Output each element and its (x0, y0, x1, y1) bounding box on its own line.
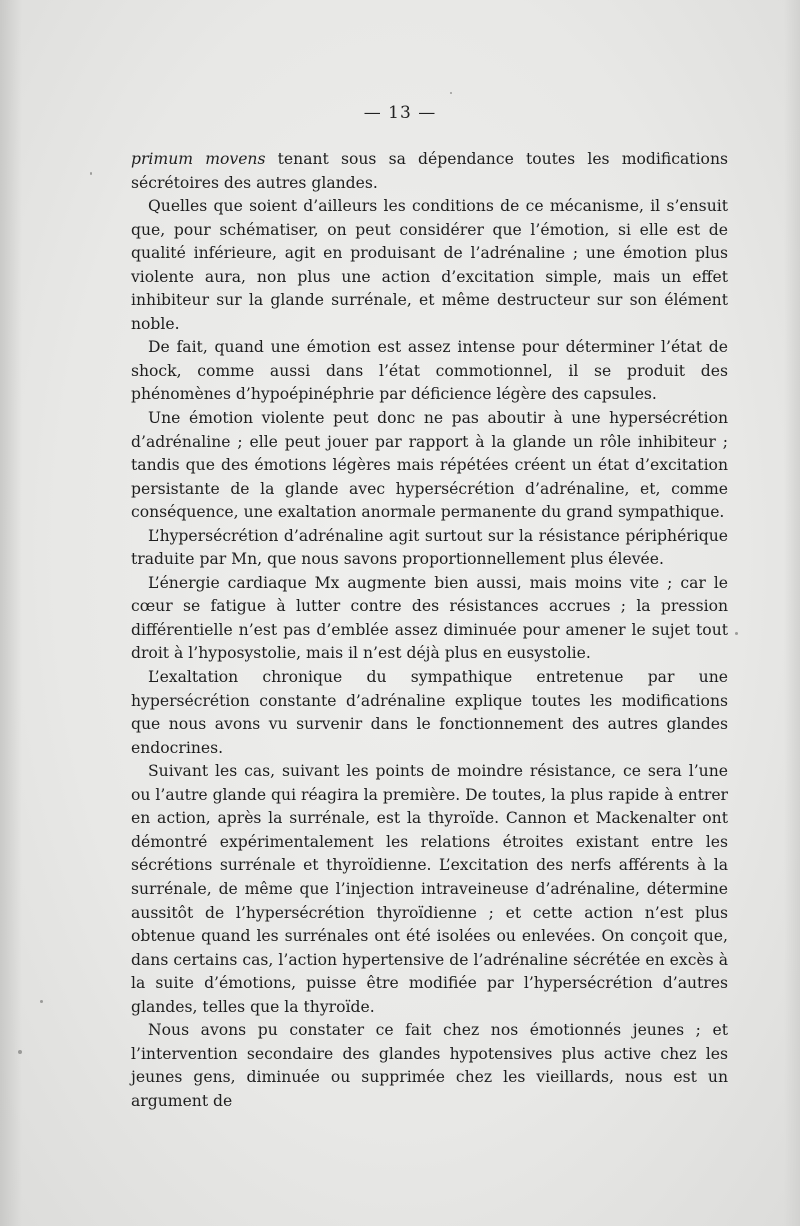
paper-speck (18, 1050, 22, 1054)
page-left-shadow (0, 0, 22, 1226)
paragraph-6: L’énergie cardiaque Mx augmente bien aussi, mais moins vite ; car le cœur se fatigue à lutter contre des résistances accrues ; la pression différentielle n’est pas d’emblée assez diminuée pour amener le sujet tout droit à l’hyposystolie, mais il n’est déjà plus en eusystolie. (131, 573, 728, 663)
paragraph-2: Quelles que soient d’ailleurs les conditions de ce mécanisme, il s’ensuit que, pour schématiser, on peut considérer que l’émotion, si elle est de qualité inférieure, agit en produisant de l’adrénaline ; une émotion plus violente aura, non plus une action d’excitation simple, mais un effet inhibiteur sur la glande surrénale, et même destructeur sur son élément noble. (131, 197, 728, 333)
paragraph-4: Une émotion violente peut donc ne pas aboutir à une hypersécrétion d’adrénaline ; elle peut jouer par rapport à la glande un rôle inhibiteur ; tandis que des émotions légères mais répétées créent un état d’excitation persistante de la glande avec hypersécrétion d’adrénaline, et, comme conséquence, une exaltation anormale permanente du grand sympathique. (131, 409, 728, 522)
paragraph-3: De fait, quand une émotion est assez intense pour déterminer l’état de shock, comme aussi dans l’état commotionnel, il se produit des phénomènes d’hypoépinéphrie par déficience légère des capsules. (131, 338, 728, 404)
italic-phrase: primum movens (131, 150, 266, 168)
paper-speck (450, 92, 452, 94)
paragraph-9: Nous avons pu constater ce fait chez nos émotionnés jeunes ; et l’intervention secondaire des glandes hypotensives plus active chez les jeunes gens, diminuée ou supprimée chez les vieillards, nous est un argument de (131, 1021, 728, 1110)
page-number: — 13 — (363, 103, 437, 123)
paper-speck (90, 172, 92, 175)
paper-speck (40, 1000, 43, 1003)
paragraph-1 (131, 148, 728, 195)
paper-speck (735, 632, 738, 635)
page-right-shadow (784, 0, 800, 1226)
paragraph-5: L’hypersécrétion d’adrénaline agit surtout sur la résistance périphérique traduite par Mn, que nous savons proportionnellement plus élevée. (131, 526, 728, 569)
body-text (131, 148, 728, 1113)
paragraph-8: Suivant les cas, suivant les points de moindre résistance, ce sera l’une ou l’autre glande qui réagira la première. De toutes, la plus rapide à entrer en action, après la surrénale, est la thyroïde. Cannon et Mackenalter ont démontré expérimentalement les relations étroites existant entre les sécrétions surrénale et thyroïdienne. L’excitation des nerfs afférents à la surrénale, de même que l’injection intraveineuse d’adrénaline, détermine aussitôt de l’hypersécrétion thyroïdienne ; et cette action n’est plus obtenue quand les surrénales ont été isolées ou enlevées. On conçoit que, dans certains cas, l’action hypertensive de l’adrénaline sécrétée en excès à la suite d’émotions, puisse être modifiée par l’hypersécrétion d’autres glandes, telles que la thyroïde. (131, 762, 729, 1016)
paragraph-7: L’exaltation chronique du sympathique entretenue par une hypersécrétion constante d’adrénaline explique toutes les modifications que nous avons vu survenir dans le fonctionnement des autres glandes endocrines. (131, 668, 728, 757)
paragraph-text: tenant sous sa dépendance toutes les modifications sécrétoires des autres glandes. (131, 150, 728, 192)
